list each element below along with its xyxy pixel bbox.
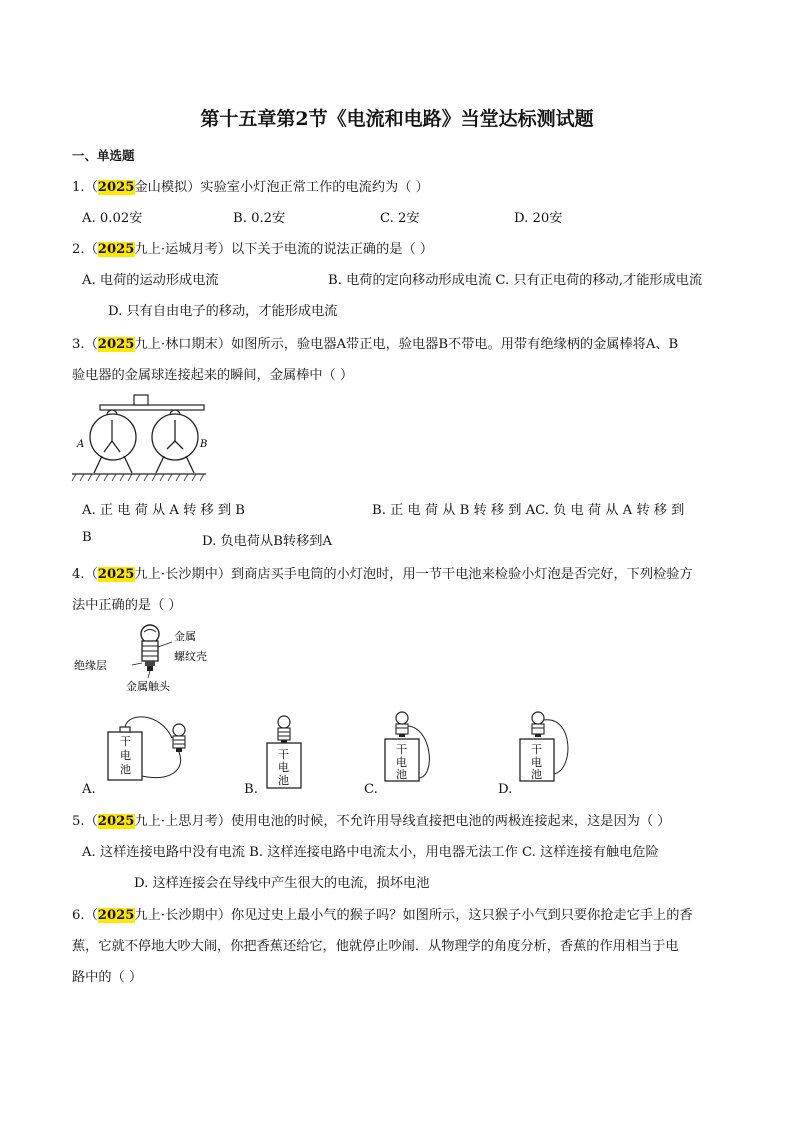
page-title: 第十五章第2节《电流和电路》当堂达标测试题 [200, 108, 594, 130]
q5-option-d: D. 这样连接会在导线中产生很大的电流，损坏电池 [134, 876, 430, 891]
cell-char: 电 [531, 756, 542, 769]
year-highlight: 2025 [97, 908, 135, 923]
question-6-stem-cont2: 路中的（ ） [72, 970, 143, 985]
label-screw-shell: 螺纹壳 [174, 650, 207, 663]
bulb-diagram [70, 620, 230, 695]
q4-option-b: B. [244, 782, 258, 797]
question-3-stem: 3.（2025九上·林口期末）如图所示，验电器A带正电，验电器B不带电。用带有绝缘柄的金属棒将A、B [72, 337, 679, 352]
q3-option-a: A. 正 电 荷 从 A 转 移 到 B [82, 503, 245, 518]
cell-char: 干 [120, 735, 131, 748]
label-metal: 金属 [174, 630, 196, 643]
question-4-stem: 4.（2025九上·长沙期中）到商店买手电筒的小灯泡时，用一节干电池来检验小灯泡是否完好，下列检验方 [72, 567, 693, 582]
cell-char: 池 [120, 763, 131, 776]
question-5-stem: 5.（2025九上·上思月考）使用电池的时候，不允许用导线直接把电池的两极连接起来，这是因为（ ） [72, 814, 671, 829]
electroscope-figure [68, 392, 218, 492]
q5-options-abc: A. 这样连接电路中没有电流 B. 这样连接电路中电流太小，用电器无法工作 C. 这样连接有触电危险 [82, 845, 659, 860]
q1-option-d: D. 20安 [514, 211, 563, 226]
year-highlight: 2025 [97, 814, 135, 829]
cell-char: 池 [278, 774, 289, 787]
year-highlight: 2025 [97, 567, 135, 582]
circuit-option-c [380, 706, 440, 786]
label-metal-contact: 金属触头 [126, 680, 170, 693]
label-b: B [200, 439, 208, 450]
q4-option-a: A. [82, 782, 96, 797]
q4-option-d: D. [498, 782, 513, 797]
q3-option-b-cont: B [82, 530, 92, 545]
question-6-stem-cont: 蕉，它就不停地大吵大闹，你把香蕉还给它，他就停止吵闹．从物理学的角度分析，香蕉的作用相当于电 [72, 939, 679, 954]
q4-option-c: C. [364, 782, 378, 797]
label-a: A [77, 439, 85, 450]
cell-char: 电 [120, 749, 131, 762]
section-heading: 一、单选题 [72, 148, 135, 163]
cell-char: 池 [396, 768, 407, 781]
q2-option-d: D. 只有自由电子的移动，才能形成电流 [108, 304, 338, 319]
cell-char: 干 [396, 743, 407, 756]
circuit-option-a [100, 710, 200, 790]
q1-option-b: B. 0.2安 [233, 211, 286, 226]
question-4-stem-cont: 法中正确的是（ ） [72, 598, 182, 613]
circuit-option-b [262, 710, 322, 790]
q2-option-a: A. 电荷的运动形成电流 [82, 273, 219, 288]
cell-char: 干 [531, 743, 542, 756]
cell-char: 电 [278, 761, 289, 774]
question-1-stem: 1.（2025金山模拟）实验室小灯泡正常工作的电流约为（ ） [72, 180, 429, 195]
cell-char: 池 [531, 768, 542, 781]
question-2-stem: 2.（2025九上·运城月考）以下关于电流的说法正确的是（ ） [72, 242, 434, 257]
question-3-stem-cont: 验电器的金属球连接起来的瞬间，金属棒中（ ） [72, 368, 354, 383]
question-6-stem: 6.（2025九上·长沙期中）你见过史上最小气的猴子吗？如图所示，这只猴子小气到只要你抢走它手上的香 [72, 908, 693, 923]
q2-option-bc: B. 电荷的定向移动形成电流 C. 只有正电荷的移动,才能形成电流 [328, 273, 703, 288]
q3-option-bc: B. 正 电 荷 从 B 转 移 到 AC. 负 电 荷 从 A 转 移 到 [372, 503, 685, 518]
year-highlight: 2025 [97, 180, 135, 195]
label-insulation: 绝缘层 [74, 659, 107, 672]
q1-option-a: A. 0.02安 [82, 211, 143, 226]
cell-char: 电 [396, 756, 407, 769]
year-highlight: 2025 [97, 337, 135, 352]
year-highlight: 2025 [97, 242, 135, 257]
q3-option-d: D. 负电荷从B转移到A [202, 534, 333, 549]
cell-char: 干 [278, 748, 289, 761]
q1-option-c: C. 2安 [380, 211, 420, 226]
circuit-option-d [510, 706, 580, 786]
